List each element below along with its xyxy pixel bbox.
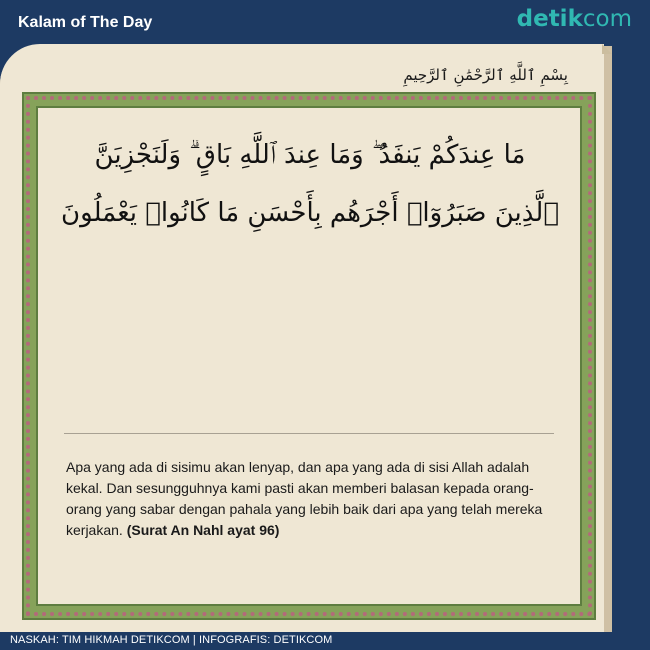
- verse-reference: (Surat An Nahl ayat 96): [126, 522, 280, 538]
- detikcom-logo[interactable]: [517, 6, 632, 32]
- bismillah-text: بِسْمِ ٱللَّهِ ٱلرَّحْمَٰنِ ٱلرَّحِيمِ: [403, 66, 568, 84]
- page-curl: [602, 44, 612, 54]
- logo-light: com: [582, 6, 632, 32]
- logo-bold: detik: [516, 6, 583, 32]
- footer-credit: NASKAH: TIM HIKMAH DETIKCOM | INFOGRAFIS: DETIKCOM: [10, 634, 333, 646]
- translation-paragraph: [66, 457, 566, 541]
- arabic-verse-line-2: ٱلَّذِينَ صَبَرُوٓا۟ أَجْرَهُم بِأَحْسَنِ مَا كَانُوا۟ يَعْمَلُونَ: [61, 198, 559, 228]
- translation-text: Apa yang ada di sisimu akan lenyap, dan apa yang ada di sisi Allah adalah kekal. Dan sesungguhnya kami pasti akan memberi balasan kepada orang-orang yang sabar dengan pahala yang lebih baik dari apa yang telah mereka kerjakan.: [66, 459, 543, 538]
- arabic-verse-line-1: مَا عِندَكُمْ يَنفَدُ ۖ وَمَا عِندَ ٱللَّهِ بَاقٍ ۗ وَلَنَجْزِيَنَّ: [94, 140, 526, 170]
- divider-line: [64, 433, 554, 434]
- footer-bar: [0, 632, 650, 650]
- header-title: Kalam of The Day: [18, 14, 153, 31]
